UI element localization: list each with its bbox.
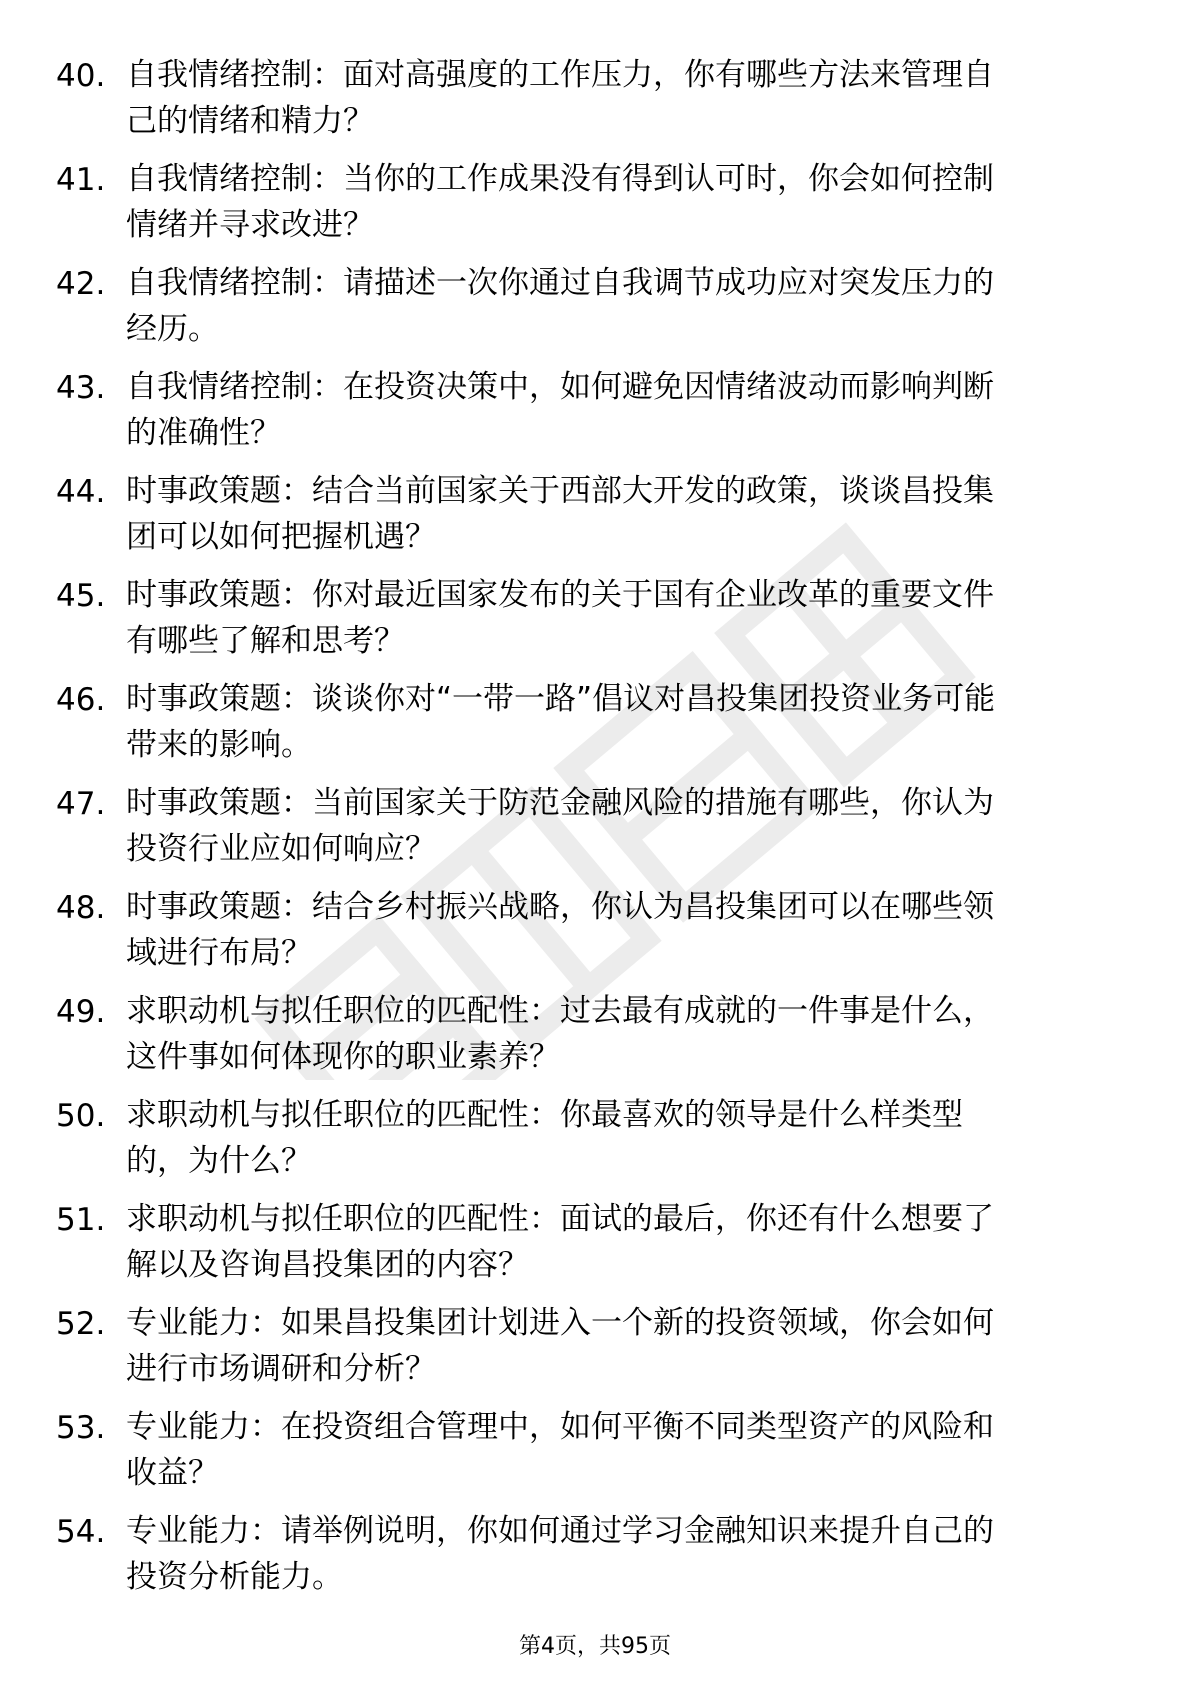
question-item: [0, 1508, 1190, 1612]
question-text-line: 时事政策题：你对最近国家发布的关于国有企业改革的重要文件: [126, 577, 994, 613]
question-text: [126, 1196, 1126, 1288]
question-text: [126, 780, 1126, 872]
question-text-line: 团可以如何把握机遇？: [126, 519, 436, 555]
question-item: [0, 52, 1190, 156]
question-item: [0, 1404, 1190, 1508]
question-number: 50.: [56, 1098, 106, 1134]
question-number: 45.: [56, 578, 106, 614]
question-text: [126, 260, 1126, 352]
question-item: [0, 260, 1190, 364]
question-item: [0, 468, 1190, 572]
question-number: 48.: [56, 890, 106, 926]
question-number: 53.: [56, 1410, 106, 1446]
question-item: [0, 572, 1190, 676]
question-text-line: 专业能力：如果昌投集团计划进入一个新的投资领域，你会如何: [126, 1305, 994, 1341]
question-text-line: 自我情绪控制：在投资决策中，如何避免因情绪波动而影响判断: [126, 369, 994, 405]
question-text-line: 的准确性？: [126, 415, 281, 451]
question-text: [126, 468, 1126, 560]
question-text-line: 经历。: [126, 311, 219, 347]
question-list: [0, 52, 1190, 1612]
question-item: [0, 1300, 1190, 1404]
question-item: [0, 780, 1190, 884]
question-number: 40.: [56, 58, 106, 94]
question-number: 43.: [56, 370, 106, 406]
question-number: 52.: [56, 1306, 106, 1342]
question-text: [126, 52, 1126, 144]
question-text: [126, 988, 1126, 1080]
question-text-line: 时事政策题：结合当前国家关于西部大开发的政策，谈谈昌投集: [126, 473, 994, 509]
question-number: 46.: [56, 682, 106, 718]
question-text-line: 时事政策题：当前国家关于防范金融风险的措施有哪些，你认为: [126, 785, 994, 821]
question-text-line: 自我情绪控制：面对高强度的工作压力，你有哪些方法来管理自: [126, 57, 994, 93]
question-text: [126, 156, 1126, 248]
question-text: [126, 1404, 1126, 1496]
question-number: 44.: [56, 474, 106, 510]
question-text: [126, 364, 1126, 456]
question-item: [0, 884, 1190, 988]
question-number: 49.: [56, 994, 106, 1030]
question-number: 54.: [56, 1514, 106, 1550]
question-text-line: 解以及咨询昌投集团的内容？: [126, 1247, 529, 1283]
question-text: [126, 884, 1126, 976]
question-text-line: 求职动机与拟任职位的匹配性：过去最有成就的一件事是什么，: [126, 993, 994, 1029]
question-number: 51.: [56, 1202, 106, 1238]
page-footer: 第4页，共95页: [519, 1634, 671, 1659]
question-number: 41.: [56, 162, 106, 198]
question-text-line: 时事政策题：结合乡村振兴战略，你认为昌投集团可以在哪些领: [126, 889, 994, 925]
question-text-line: 时事政策题：谈谈你对“一带一路”倡议对昌投集团投资业务可能: [126, 681, 996, 717]
question-text-line: 域进行布局？: [126, 935, 312, 971]
question-text-line: 带来的影响。: [126, 727, 312, 763]
question-number: 47.: [56, 786, 106, 822]
question-item: [0, 676, 1190, 780]
question-text-line: 投资分析能力。: [126, 1559, 343, 1595]
question-text-line: 的，为什么？: [126, 1143, 312, 1179]
question-text: [126, 572, 1126, 664]
question-text-line: 有哪些了解和思考？: [126, 623, 405, 659]
question-text-line: 情绪并寻求改进？: [126, 207, 374, 243]
question-item: [0, 988, 1190, 1092]
question-number: 42.: [56, 266, 106, 302]
question-item: [0, 156, 1190, 260]
question-text-line: 专业能力：在投资组合管理中，如何平衡不同类型资产的风险和: [126, 1409, 994, 1445]
question-text: [126, 1300, 1126, 1392]
question-item: [0, 364, 1190, 468]
question-text: [126, 1092, 1126, 1184]
question-item: [0, 1092, 1190, 1196]
question-text-line: 进行市场调研和分析？: [126, 1351, 436, 1387]
question-text: [126, 1508, 1126, 1600]
question-text-line: 求职动机与拟任职位的匹配性：你最喜欢的领导是什么样类型: [126, 1097, 963, 1133]
question-text-line: 收益？: [126, 1455, 219, 1491]
question-text: [126, 676, 1126, 768]
question-text-line: 求职动机与拟任职位的匹配性：面试的最后，你还有什么想要了: [126, 1201, 994, 1237]
question-text-line: 自我情绪控制：请描述一次你通过自我调节成功应对突发压力的: [126, 265, 994, 301]
question-text-line: 专业能力：请举例说明，你如何通过学习金融知识来提升自己的: [126, 1513, 994, 1549]
question-text-line: 投资行业应如何响应？: [126, 831, 436, 867]
question-text-line: 自我情绪控制：当你的工作成果没有得到认可时，你会如何控制: [126, 161, 994, 197]
question-text-line: 这件事如何体现你的职业素养？: [126, 1039, 560, 1075]
question-text-line: 己的情绪和精力？: [126, 103, 374, 139]
question-item: [0, 1196, 1190, 1300]
